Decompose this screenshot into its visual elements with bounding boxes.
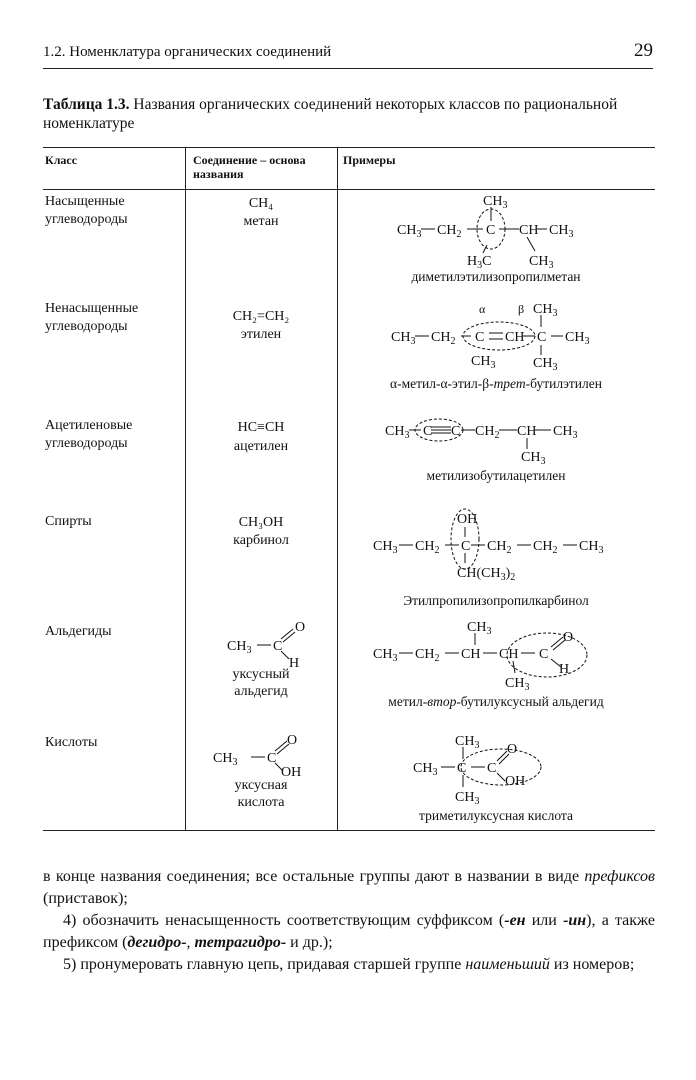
row-class: Спирты — [45, 514, 92, 529]
svg-text:CH3: $CH_3$ — [373, 647, 398, 664]
compound-name: уксусная кислота — [234, 778, 288, 810]
svg-text:α: α — [479, 302, 486, 316]
example-name: диметилэтилизопропилметан — [411, 269, 581, 284]
svg-text:CH3: $CH_3$ — [533, 356, 558, 373]
svg-text:C: C — [461, 539, 471, 554]
compound-name: карбинол — [233, 533, 289, 548]
example-name: триметилуксусная кислота — [419, 808, 573, 823]
svg-text:CH: CH — [519, 223, 539, 238]
svg-text:C: C — [486, 223, 496, 238]
text-run: из номеров; — [549, 956, 635, 973]
svg-text:C: C — [457, 761, 467, 776]
svg-text:CH2: $CH_2$ — [487, 539, 512, 556]
structural-formulas — [43, 147, 655, 831]
paragraph-2 — [43, 910, 655, 954]
svg-text:CH3: $CH_3$ — [565, 330, 590, 347]
svg-text:CH3: $CH_3$ — [413, 761, 438, 778]
svg-text:CH3: $CH_3$ — [455, 790, 480, 807]
header-rule — [43, 68, 653, 69]
page-number: 29 — [634, 40, 653, 61]
example-name-italic: трет — [493, 376, 526, 391]
svg-text:CH3: $CH_3$ — [391, 330, 416, 347]
svg-text:CH(CH3)2: $CH(CH_3)_2$ — [457, 566, 516, 583]
svg-text:CH3: $CH_3$ — [521, 450, 546, 467]
svg-text:CH3: $CH_3$ — [467, 620, 492, 637]
paragraph-3 — [43, 954, 655, 976]
header-compound: Соединение – основа названия — [193, 153, 306, 181]
example-name-part: -бутилуксусный альдегид — [456, 694, 604, 709]
compound-formula: HC≡CH — [237, 420, 285, 435]
row-class: Альдегиды — [45, 624, 112, 639]
svg-text:C: C — [539, 647, 549, 662]
text-run: и др.); — [286, 934, 333, 951]
svg-text:H: H — [289, 656, 300, 671]
example-name-part: -бутилэтилен — [525, 376, 602, 391]
svg-text:CH3: $CH_3$ — [373, 539, 398, 556]
svg-text:O: O — [507, 742, 518, 757]
example-name: метилизобутилацетилен — [426, 468, 566, 483]
caption-text: Названия органических соединений некоторых классов по рациональной номенклатуре — [43, 96, 618, 132]
paragraph-1 — [43, 866, 655, 910]
example-name-italic: втор — [427, 694, 457, 709]
svg-text:C: C — [537, 330, 547, 345]
text-run: ), а также префиксом ( — [43, 912, 656, 951]
svg-text:CH3: $CH_3$ — [385, 424, 410, 441]
svg-text:C: C — [487, 761, 497, 776]
svg-text:CH: CH — [499, 647, 519, 662]
svg-text:OH: OH — [457, 512, 478, 527]
svg-text:C: C — [423, 424, 433, 439]
svg-text:CH3: $CH_3$ — [471, 354, 496, 371]
svg-text:CH3: $CH_3$ — [533, 302, 558, 319]
svg-text:OH: OH — [505, 774, 526, 789]
example-name-part: α-метил-α-этил-β- — [390, 376, 494, 391]
compound-name: метан — [243, 214, 279, 229]
svg-text:CH3: $CH_3$ — [455, 734, 480, 751]
svg-text:CH3: $CH_3$ — [549, 223, 574, 240]
svg-text:CH2: $CH_2$ — [431, 330, 456, 347]
row-class: Насыщенные углеводороды — [45, 194, 128, 227]
svg-text:H3C: $H_3C$ — [467, 254, 492, 271]
svg-text:CH3: $CH_3$ — [505, 676, 530, 693]
text-italic: наименьший — [465, 956, 550, 973]
text-bold-italic: -ен — [504, 912, 526, 929]
svg-text:C: C — [451, 424, 461, 439]
text-run: , — [186, 934, 195, 951]
compound-formula: CH₃OH — [238, 515, 284, 530]
svg-text:CH2: $CH_2$ — [533, 539, 558, 556]
table-caption — [43, 95, 655, 133]
svg-text:CH3: $CH_3$ — [213, 751, 238, 768]
svg-text:CH3: $CH_3$ — [553, 424, 578, 441]
header-class: Класс — [45, 153, 78, 167]
compound-name: ацетилен — [233, 439, 289, 454]
row-class: Ненасыщенные углеводороды — [45, 301, 139, 334]
text-bold-italic: дегидро- — [127, 934, 187, 951]
nomenclature-table — [43, 147, 655, 831]
svg-text:C: C — [267, 751, 277, 766]
running-header: 1.2. Номенклатура органических соединений — [43, 44, 332, 60]
svg-text:H: H — [559, 662, 570, 677]
compound-name: этилен — [240, 327, 282, 342]
text-bold-italic: тетрагидро- — [194, 934, 287, 951]
text-bold-italic: -ин — [563, 912, 587, 929]
svg-text:C: C — [273, 639, 283, 654]
svg-text:CH3: $CH_3$ — [483, 194, 508, 211]
row-class: Кислоты — [45, 735, 98, 750]
row-class: Ацетиленовые углеводороды — [45, 418, 133, 451]
svg-text:CH2: $CH_2$ — [437, 223, 462, 240]
svg-text:CH: CH — [461, 647, 481, 662]
text-run: (приставок); — [43, 890, 128, 907]
svg-text:OH: OH — [281, 765, 302, 780]
svg-text:CH3: $CH_3$ — [397, 223, 422, 240]
compound-formula: CH₂=CH₂ — [232, 309, 290, 324]
svg-text:β: β — [518, 302, 525, 316]
svg-text:CH3: $CH_3$ — [529, 254, 554, 271]
caption-label: Таблица 1.3. — [43, 96, 130, 113]
text-run: 4) обозначить ненасыщенность соответствующим суффиксом ( — [63, 912, 505, 929]
svg-text:CH3: $CH_3$ — [579, 539, 604, 556]
header-examples: Примеры — [343, 153, 396, 167]
svg-text:CH2: $CH_2$ — [475, 424, 500, 441]
svg-text:C: C — [475, 330, 485, 345]
text-italic: префиксов — [584, 868, 655, 885]
text-run: 5) пронумеровать главную цепь, придавая старшей группе — [63, 956, 466, 973]
text-run: или — [525, 912, 564, 929]
svg-text:CH: CH — [517, 424, 537, 439]
svg-text:O: O — [295, 620, 306, 635]
text-run: в конце названия соединения; все остальные группы дают в названии в виде — [43, 868, 585, 885]
svg-text:CH: CH — [505, 330, 525, 345]
svg-text:O: O — [563, 630, 574, 645]
svg-text:CH3: $CH_3$ — [227, 639, 252, 656]
compound-formula: CH₄ — [248, 196, 274, 211]
svg-text:CH2: $CH_2$ — [415, 647, 440, 664]
example-name: Этилпропилизопропилкарбинол — [403, 593, 589, 608]
svg-text:O: O — [287, 733, 298, 748]
compound-name: уксусный альдегид — [232, 667, 290, 699]
example-name-part: метил- — [388, 694, 428, 709]
svg-text:CH2: $CH_2$ — [415, 539, 440, 556]
